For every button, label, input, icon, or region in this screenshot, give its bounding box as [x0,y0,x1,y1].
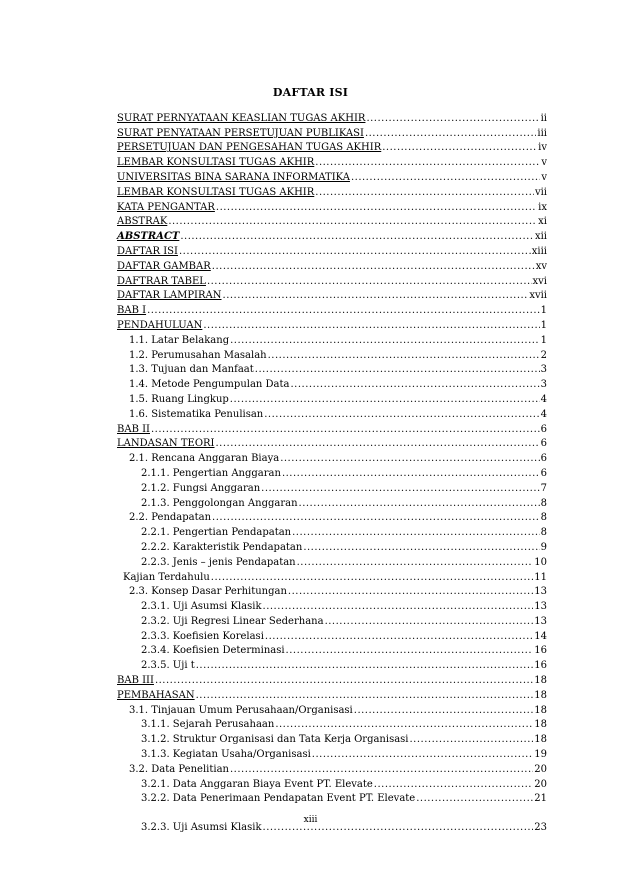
dot-leader [382,142,537,154]
toc-entry-label: ABSTRACT [117,231,180,243]
toc-entry-label: LEMBAR KONSULTASI TUGAS AKHIR [117,186,315,198]
dot-leader [230,335,540,347]
toc-entry-page: 20 [534,763,547,775]
dot-leader [223,290,529,302]
toc-entry-page: 6 [540,467,547,479]
toc-entry-label: SURAT PENYATAAN PERSETUJUAN PUBLIKASI [117,127,364,139]
dot-leader [365,128,536,140]
toc-entry[interactable] [117,258,547,273]
toc-entry-page: 18 [534,675,547,687]
toc-entry-page: 18 [534,689,547,701]
toc-entry-label: SURAT PERNYATAAN KEASLIAN TUGAS AKHIR [117,112,366,124]
toc-entry-label: Kajian Terdahulu [123,571,210,583]
toc-entry-page: 14 [534,630,547,642]
toc-entry-page: 7 [540,482,547,494]
toc-entry-label: BAB I [117,305,147,317]
toc-entry[interactable] [117,169,547,184]
toc-entry-page: 4 [540,408,547,420]
toc-entry[interactable] [117,495,547,510]
toc-entry-label: 1.1. Latar Belakang [129,334,230,346]
dot-leader [263,601,534,613]
toc-entry-page: ii [540,112,547,124]
toc-entry[interactable] [117,657,547,672]
toc-entry[interactable] [117,746,547,761]
toc-entry[interactable] [117,199,547,214]
toc-entry[interactable] [117,628,547,643]
toc-entry-label: 2.1.2. Fungsi Anggaran [141,482,261,494]
toc-entry-label: 3.1.2. Struktur Organisasi dan Tata Kerja Organisasi [141,734,409,746]
toc-entry-label: 1.5. Ruang Lingkup [129,393,229,405]
dot-leader [151,424,540,436]
dot-leader [196,660,534,672]
toc-entry[interactable] [117,273,547,288]
dot-leader [292,527,540,539]
toc-entry-page: 13 [534,586,547,598]
toc-entry[interactable] [117,791,547,806]
toc-entry-label: 1.3. Tujuan dan Manfaat [129,364,254,376]
toc-entry[interactable] [117,110,547,125]
toc-entry-page: 16 [534,645,547,657]
toc-entry-label: PENDAHULUAN [117,319,203,331]
dot-leader [325,616,534,628]
dot-leader [265,631,533,643]
toc-entry[interactable] [117,510,547,525]
dot-leader [280,453,539,465]
dot-leader [212,512,540,524]
toc-entry-label: 1.4. Metode Pengumpulan Data [129,379,290,391]
toc-entry-page: 18 [534,734,547,746]
toc-entry-page: ix [538,201,547,213]
toc-entry-page: 6 [540,438,547,450]
toc-entry-page: 19 [534,749,547,761]
dot-leader [299,498,540,510]
toc-entry-page: xii [534,231,547,243]
toc-entry-label: 3.2.1. Data Anggaran Biaya Event PT. Elevate [141,778,373,790]
dot-leader [179,246,531,258]
dot-leader [297,557,534,569]
dot-leader [315,187,534,199]
toc-entry-label: LANDASAN TEORI [117,438,215,450]
toc-entry-label: 2.2.2. Karakteristik Pendapatan [141,541,303,553]
dot-leader [303,542,539,554]
dot-leader [211,572,533,584]
dot-leader [168,216,537,228]
toc-entry-label: DAFTRAR TABEL [117,275,206,287]
toc-entry-page: iv [538,142,547,154]
dot-leader [282,468,540,480]
dot-leader [230,764,533,776]
toc-entry-page: 8 [540,497,547,509]
toc-entry[interactable] [117,214,547,229]
toc-entry-label: ABSTRAK [117,216,168,228]
toc-entry-page: xiii [531,245,547,257]
toc-entry-label: DAFTAR ISI [117,245,178,257]
toc-entry-label: DAFTAR LAMPIRAN [117,290,222,302]
dot-leader [374,779,533,791]
dot-leader [196,690,534,702]
toc-entry-label: DAFTAR GAMBAR [117,260,211,272]
toc-entry-page: 13 [534,601,547,613]
toc-entry[interactable] [117,302,547,317]
toc-entry[interactable] [117,687,547,702]
page-number-footer: xiii [303,815,318,825]
toc-entry-label: PEMBAHASAN [117,689,195,701]
toc-entry-label: 3.2.3. Uji Asumsi Klasik [141,822,262,834]
toc-entry-label: 2.3.1. Uji Asumsi Klasik [141,601,262,613]
toc-entry[interactable] [117,465,547,480]
toc-entry[interactable] [117,776,547,791]
dot-leader [147,305,540,317]
toc-entry-label: 2.1. Rencana Anggaran Biaya [129,453,280,465]
toc-entry[interactable] [117,332,547,347]
toc-entry-label: 3.2.2. Data Penerimaan Pendapatan Event PT. Elevate [141,793,416,805]
dot-leader [264,409,539,421]
toc-entry-page: 6 [540,453,547,465]
dot-leader [261,483,539,495]
dot-leader [416,793,533,805]
toc-entry-page: 8 [540,512,547,524]
toc-entry[interactable] [117,717,547,732]
toc-entry-page: 10 [534,556,547,568]
toc-entry[interactable] [117,702,547,717]
toc-entry[interactable] [117,421,547,436]
dot-leader [155,675,533,687]
dot-leader [216,438,540,450]
toc-entry[interactable] [117,450,547,465]
toc-entry-label: 2.3.2. Uji Regresi Linear Sederhana [141,615,324,627]
toc-entry-page: v [541,157,547,169]
toc-entry[interactable] [117,539,547,554]
dot-leader [180,231,534,243]
dot-leader [354,705,534,717]
toc-entry-label: BAB III [117,675,154,687]
dot-leader [216,202,537,214]
toc-entry[interactable] [117,376,547,391]
toc-entry-label: 3.2. Data Penelitian [129,763,229,775]
toc-entry-page: 13 [534,615,547,627]
toc-entry[interactable] [117,125,547,140]
toc-entry[interactable] [117,569,547,584]
toc-entry-page: 1 [540,319,547,331]
toc-entry-label: 2.3.5. Uji t [141,660,195,672]
toc-entry[interactable] [117,643,547,658]
toc-entry-page: 3 [540,379,547,391]
toc-entry-page: xvi [532,275,547,287]
toc-entry[interactable] [117,184,547,199]
toc-entry[interactable] [117,584,547,599]
toc-entry-label: 3.1.1. Sejarah Perusahaan [141,719,275,731]
toc-entry[interactable] [117,243,547,258]
toc-entry[interactable] [117,761,547,776]
dot-leader [315,157,540,169]
toc-entry-page: 8 [540,527,547,539]
toc-entry[interactable] [117,288,547,303]
toc-entry[interactable] [117,480,547,495]
dot-leader [366,113,539,125]
toc-entry[interactable] [117,347,547,362]
toc-entry[interactable] [117,362,547,377]
toc-entry-page: xv [535,260,547,272]
page-title: DAFTAR ISI [272,86,349,99]
toc-entry[interactable] [117,154,547,169]
dot-leader [268,350,540,362]
toc-entry[interactable] [117,436,547,451]
toc-entry-page: 6 [540,423,547,435]
toc-entry-page: 20 [534,778,547,790]
toc-entry-page: vii [534,186,547,198]
toc-entry[interactable] [117,598,547,613]
toc-entry-page: 18 [534,704,547,716]
toc-entry[interactable] [117,672,547,687]
toc-entry-page: xvii [529,290,547,302]
toc-entry-label: 2.2.1. Pengertian Pendapatan [141,527,292,539]
toc-entry[interactable] [117,613,547,628]
dot-leader [275,719,533,731]
toc-entry-label: LEMBAR KONSULTASI TUGAS AKHIR [117,157,315,169]
toc-entry-label: PERSETUJUAN DAN PENGESAHAN TUGAS AKHIR [117,142,382,154]
toc-entry-label: 2.3. Konsep Dasar Perhitungan [129,586,287,598]
toc-entry-page: 2 [540,349,547,361]
toc-entry-label: KATA PENGANTAR [117,201,215,213]
toc-entry-label: 1.6. Sistematika Penulisan [129,408,264,420]
toc-entry-page: 21 [534,793,547,805]
toc-entry-label: 2.3.4. Koefisien Determinasi [141,645,285,657]
toc-entry[interactable] [117,228,547,243]
toc-entry-page: 1 [540,305,547,317]
toc-entry-label: UNIVERSITAS BINA SARANA INFORMATIKA [117,171,350,183]
dot-leader [212,261,535,273]
toc-entry-label: 2.3.3. Koefisien Korelasi [141,630,264,642]
toc-entry-label: BAB II [117,423,150,435]
toc-entry-label: 2.2.3. Jenis – jenis Pendapatan [141,556,296,568]
toc-entry-page: xi [538,216,547,228]
toc-entry-page: 16 [534,660,547,672]
toc-entry[interactable] [117,317,547,332]
dot-leader [351,172,540,184]
toc-entry[interactable] [117,406,547,421]
dot-leader [312,749,533,761]
toc-entry-page: 23 [534,822,547,834]
toc-entry[interactable] [117,391,547,406]
toc-entry-page: 11 [534,571,547,583]
toc-entry-label: 2.1.1. Pengertian Anggaran [141,467,281,479]
dot-leader [288,586,533,598]
toc-entry[interactable] [117,140,547,155]
dot-leader [207,276,532,288]
toc-entry-page: v [541,171,547,183]
toc-entry[interactable] [117,731,547,746]
toc-entry-label: 3.1. Tinjauan Umum Perusahaan/Organisasi [129,704,353,716]
toc-entry-page: 9 [540,541,547,553]
dot-leader [255,364,540,376]
toc-entry-label: 1.2. Perumusahan Masalah [129,349,267,361]
dot-leader [230,394,540,406]
dot-leader [291,379,540,391]
toc-entry-page: 3 [540,364,547,376]
toc-entry-label: 2.2. Pendapatan [129,512,212,524]
dot-leader [410,734,534,746]
dot-leader [203,320,539,332]
toc-entry-page: 4 [540,393,547,405]
table-of-contents [117,110,547,834]
toc-entry-page: 1 [540,334,547,346]
toc-entry-page: iii [537,127,547,139]
toc-entry[interactable] [117,524,547,539]
toc-entry[interactable] [117,554,547,569]
toc-entry-label: 3.1.3. Kegiatan Usaha/Organisasi [141,749,311,761]
toc-entry-page: 18 [534,719,547,731]
dot-leader [286,645,534,657]
toc-entry-label: 2.1.3. Penggolongan Anggaran [141,497,298,509]
